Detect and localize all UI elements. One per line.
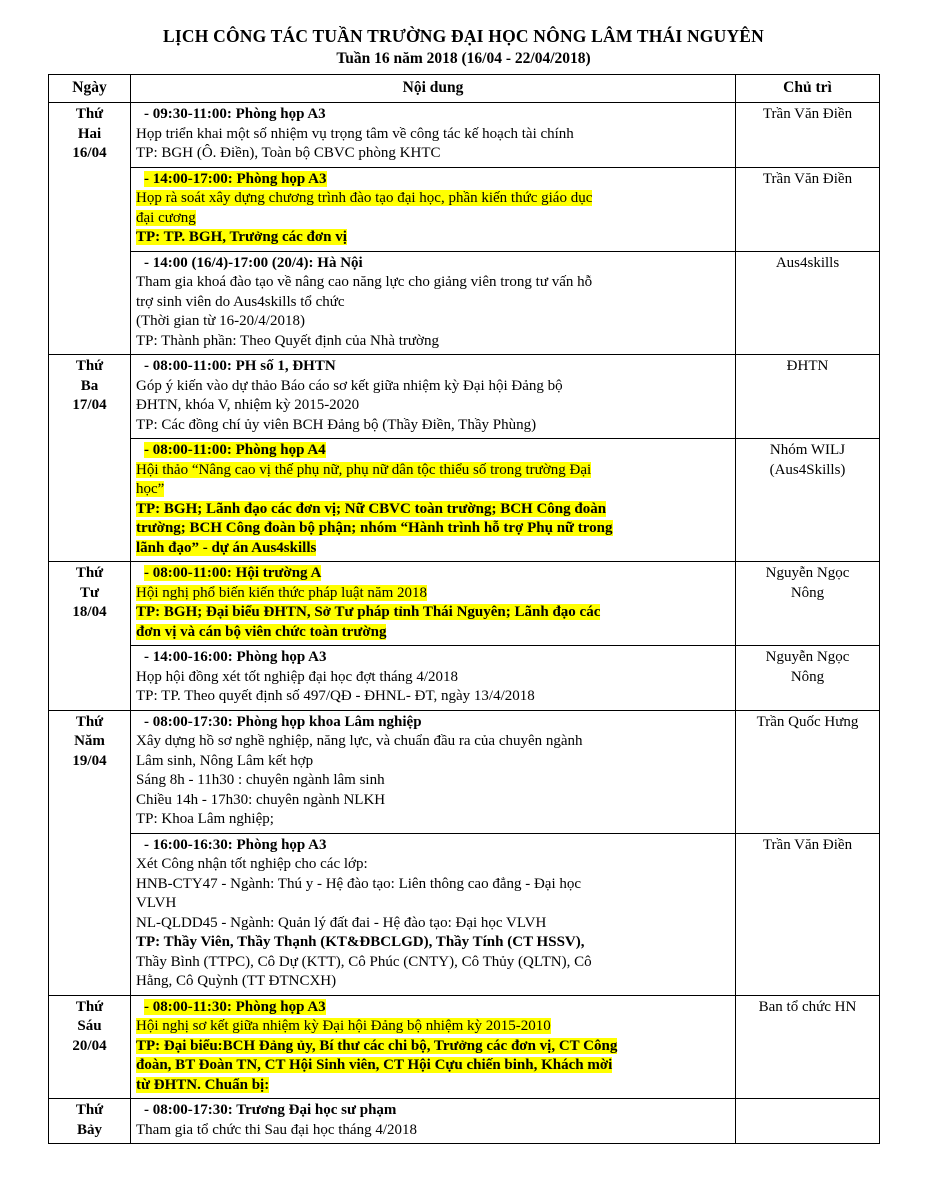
content-text: Hằng, Cô Quỳnh (TT ĐTNCXH) [136,973,337,990]
content-cell [131,167,736,251]
content-text: đơn vị và cán bộ viên chức toàn trường [136,623,387,640]
content-text: - 08:00-11:00: Hội trường A [144,565,322,582]
content-text: TP: Các đồng chí ủy viên BCH Đảng bộ (Thầy Điền, Thầy Phùng) [136,416,537,433]
table-header-row [49,74,880,102]
content-text: Họp hội đồng xét tốt nghiệp đại học đợt tháng 4/2018 [136,668,459,685]
content-line [136,273,730,293]
content-line [136,998,730,1018]
table-row [49,833,880,995]
day-cell [49,710,131,995]
content-line [136,396,730,416]
content-line [136,894,730,914]
day-line: Năm [74,733,105,750]
day-line: Ba [80,377,99,394]
table-row [49,562,880,646]
day-line: Hai [77,125,102,142]
content-line [136,105,730,125]
table-row [49,439,880,562]
content-line [136,584,730,604]
table-row [49,103,880,168]
content-text: - 16:00-16:30: Phòng họp A3 [144,836,327,853]
chair-line: ĐHTN [786,358,829,375]
content-text: Tham gia tổ chức thi Sau đại học tháng 4/2018 [136,1121,417,1138]
chair-line: Trần Văn Điền [762,170,853,187]
content-line [136,293,730,313]
content-line [136,1076,730,1096]
day-line: 19/04 [72,752,107,769]
chair-line: Ban tổ chức HN [758,998,857,1015]
content-line [136,500,730,520]
content-line [136,441,730,461]
chair-cell [736,646,880,711]
day-line: Bảy [76,1121,102,1138]
content-text: VLVH [136,895,177,912]
table-row [49,646,880,711]
content-text: Họp rà soát xây dựng chương trình đào tạo đại học, phần kiến thức giáo dục [136,190,593,207]
content-text: TP: Thành phần: Theo Quyết định của Nhà trường [136,332,439,349]
content-text: - 09:30-11:00: Phòng họp A3 [144,106,326,123]
content-line [136,1037,730,1057]
content-line [136,189,730,209]
chair-cell [736,103,880,168]
chair-line: Nông [790,668,825,685]
column-header-chair: Chủ trì [736,74,880,102]
day-line: Sáu [77,1018,102,1035]
column-header-day: Ngày [49,74,131,102]
content-text: NL-QLDD45 - Ngành: Quản lý đất đai - Hệ đào tạo: Đại học VLVH [136,914,547,931]
content-text: Hội nghị sơ kết giữa nhiệm kỳ Đại hội Đảng bộ nhiệm kỳ 2015-2010 [136,1018,551,1035]
table-row [49,710,880,833]
page-subtitle: Tuần 16 năm 2018 (16/04 - 22/04/2018) [336,49,591,67]
day-cell [49,995,131,1099]
content-line [136,480,730,500]
content-line [136,170,730,190]
page-title: LỊCH CÔNG TÁC TUẦN TRƯỜNG ĐẠI HỌC NÔNG LÂM THÁI NGUYÊN [163,26,764,46]
content-line [136,357,730,377]
chair-line: Nông [790,584,825,601]
content-line [136,332,730,352]
chair-line: Nhóm WILJ [769,442,846,459]
table-row [49,167,880,251]
content-line [136,461,730,481]
content-text: - 08:00-11:00: PH số 1, ĐHTN [144,358,336,375]
content-text: TP: Thầy Viên, Thầy Thạnh (KT&ĐBCLGD), Thầy Tính (CT HSSV), [136,934,585,951]
content-text: Xét Công nhận tốt nghiệp cho các lớp: [136,856,368,873]
table-body [49,103,880,1144]
content-cell [131,103,736,168]
chair-cell [736,167,880,251]
content-line [136,810,730,830]
weekly-schedule-table [48,74,880,1144]
content-text: (Thời gian từ 16-20/4/2018) [136,313,305,330]
day-line: 18/04 [72,604,107,621]
content-text: TP: Khoa Lâm nghiệp; [136,811,274,828]
content-text: - 14:00-16:00: Phòng họp A3 [144,649,327,666]
chair-cell [736,710,880,833]
content-line [136,519,730,539]
content-line [136,771,730,791]
day-cell [49,1099,131,1144]
content-line [136,855,730,875]
content-line [136,914,730,934]
content-line [136,539,730,559]
content-text: TP: TP. Theo quyết định số 497/QĐ - ĐHNL- ĐT, ngày 13/4/2018 [136,688,535,705]
chair-line: Nguyễn Ngọc [765,565,850,582]
chair-cell [736,1099,880,1144]
chair-cell [736,833,880,995]
day-cell [49,562,131,711]
content-line [136,1121,730,1141]
chair-line: (Aus4Skills) [769,461,846,478]
content-cell [131,1099,736,1144]
content-line [136,603,730,623]
content-line [136,791,730,811]
content-text: TP: BGH; Lãnh đạo các đơn vị; Nữ CBVC toàn trường; BCH Công đoàn [136,500,607,517]
content-line [136,933,730,953]
content-cell [131,833,736,995]
content-text: - 08:00-17:30: Phòng họp khoa Lâm nghiệp [144,713,422,730]
chair-line: Aus4skills [775,254,840,271]
content-text: - 08:00-17:30: Trương Đại học sư phạm [144,1102,397,1119]
content-text: TP: TP. BGH, Trưởng các đơn vị [136,229,347,246]
content-text: Hội thảo “Nâng cao vị thế phụ nữ, phụ nữ dân tộc thiểu số trong trường Đại [136,461,592,478]
day-line: Thứ [75,998,104,1015]
day-cell [49,355,131,562]
content-text: đoàn, BT Đoàn TN, CT Hội Sinh viên, CT Hội Cựu chiến binh, Khách mời [136,1057,613,1074]
content-text: Chiều 14h - 17h30: chuyên ngành NLKH [136,791,386,808]
chair-line: Nguyễn Ngọc [765,649,850,666]
content-text: ĐHTN, khóa V, nhiệm kỳ 2015-2020 [136,397,360,414]
day-cell [49,103,131,355]
content-line [136,1101,730,1121]
content-line [136,125,730,145]
content-text: - 08:00-11:30: Phòng họp A3 [144,998,326,1015]
day-line: 17/04 [72,397,107,414]
content-line [136,732,730,752]
content-line [136,875,730,895]
content-line [136,1056,730,1076]
day-line: 16/04 [72,145,107,162]
chair-cell [736,439,880,562]
content-line [136,687,730,707]
content-cell [131,562,736,646]
table-row [49,995,880,1099]
table-row [49,1099,880,1144]
content-line [136,416,730,436]
day-line: Thứ [75,106,104,123]
content-text: TP: BGH; Đại biểu ĐHTN, Sở Tư pháp tỉnh Thái Nguyên; Lãnh đạo các [136,604,601,621]
content-text: đại cương [136,209,196,226]
content-cell [131,710,736,833]
content-cell [131,646,736,711]
content-text: TP: Đại biểu:BCH Đảng ủy, Bí thư các chi bộ, Trưởng các đơn vị, CT Công [136,1037,618,1054]
day-line: Thứ [75,1102,104,1119]
day-line: Thứ [75,565,104,582]
content-text: Lâm sinh, Nông Lâm kết hợp [136,752,314,769]
column-header-content: Nội dung [131,74,736,102]
content-line [136,144,730,164]
chair-line: Trần Văn Điền [762,106,853,123]
content-line [136,836,730,856]
table-row [49,355,880,439]
content-line [136,228,730,248]
content-text: HNB-CTY47 - Ngành: Thú y - Hệ đào tạo: Liên thông cao đẳng - Đại học [136,875,582,892]
day-line: 20/04 [72,1037,107,1054]
content-text: Thầy Bình (TTPC), Cô Dự (KTT), Cô Phúc (CNTY), Cô Thủy (QLTN), Cô [136,953,592,970]
content-cell [131,439,736,562]
chair-cell [736,995,880,1099]
content-text: Góp ý kiến vào dự thảo Báo cáo sơ kết giữa nhiệm kỳ Đại hội Đảng bộ [136,377,563,394]
content-line [136,312,730,332]
content-line [136,668,730,688]
content-line [136,209,730,229]
content-text: Hội nghị phổ biến kiến thức pháp luật năm 2018 [136,584,427,601]
content-text: Tham gia khoá đào tạo về nâng cao năng lực cho giảng viên trong tư vấn hỗ [136,274,593,291]
content-text: từ ĐHTN. Chuẩn bị: [136,1076,270,1093]
chair-cell [736,355,880,439]
content-text: - 08:00-11:00: Phòng họp A4 [144,442,326,459]
table-row [49,251,880,355]
content-line [136,1017,730,1037]
content-cell [131,995,736,1099]
day-line: Thứ [75,358,104,375]
content-cell [131,355,736,439]
content-text: Sáng 8h - 11h30 : chuyên ngành lâm sinh [136,772,385,789]
day-line: Tư [79,584,99,601]
content-line [136,953,730,973]
chair-cell [736,562,880,646]
day-line: Thứ [75,713,104,730]
content-text: trợ sinh viên do Aus4skills tổ chức [136,293,345,310]
content-text: Xây dựng hồ sơ nghề nghiệp, năng lực, và chuẩn đầu ra của chuyên ngành [136,733,583,750]
content-line [136,752,730,772]
content-line [136,377,730,397]
content-cell [131,251,736,355]
content-line [136,648,730,668]
content-line [136,713,730,733]
content-text: trường; BCH Công đoàn bộ phận; nhóm “Hành trình hỗ trợ Phụ nữ trong [136,520,613,537]
content-text: lãnh đạo” - dự án Aus4skills [136,539,317,556]
chair-cell [736,251,880,355]
content-line [136,623,730,643]
content-line [136,564,730,584]
content-line [136,972,730,992]
content-line [136,254,730,274]
content-text: - 14:00-17:00: Phòng họp A3 [144,170,327,187]
chair-line: Trần Quốc Hưng [756,713,859,730]
content-text: TP: BGH (Ô. Điền), Toàn bộ CBVC phòng KHTC [136,145,441,162]
content-text: học” [136,481,165,498]
content-text: Họp triển khai một số nhiệm vụ trọng tâm về công tác kế hoạch tài chính [136,125,574,142]
chair-line: Trần Văn Điền [762,836,853,853]
content-text: - 14:00 (16/4)-17:00 (20/4): Hà Nội [144,254,363,271]
